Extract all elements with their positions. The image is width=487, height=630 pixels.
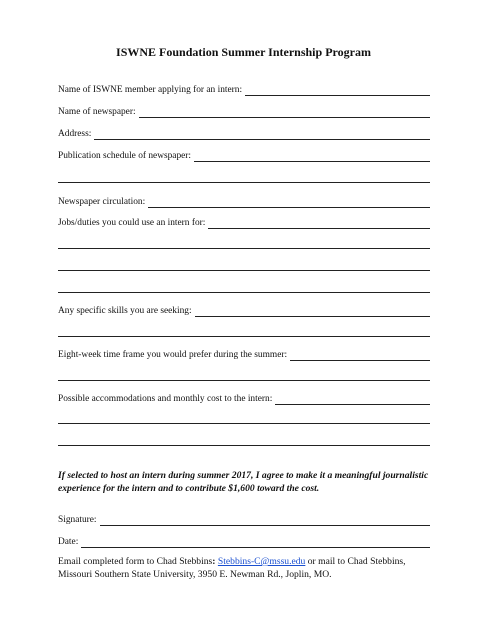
date-row [58,534,430,548]
duties-extra-line-1[interactable] [58,248,430,249]
date-field[interactable] [81,537,430,548]
accommodations-extra-line-1[interactable] [58,423,430,424]
skills-label: Any specific skills you are seeking: [58,306,192,316]
circulation-label: Newspaper circulation: [58,197,146,207]
accommodations-extra-line-2[interactable] [58,445,430,446]
footer-address: Missouri Southern State University, 3950 E. Newman Rd., Joplin, MO. [58,568,332,580]
timeframe-label: Eight-week time frame you would prefer during the summer: [58,350,288,360]
circulation-field[interactable] [148,197,430,208]
date-label: Date: [58,537,79,547]
schedule-label: Publication schedule of newspaper: [58,151,192,161]
duties-extra-line-2[interactable] [58,270,430,271]
newspaper-name-row [58,104,430,118]
newspaper-name-label: Name of newspaper: [58,107,136,117]
accommodations-label: Possible accommodations and monthly cost to the intern: [58,394,273,404]
signature-field[interactable] [100,515,430,526]
member-name-label: Name of ISWNE member applying for an intern: [58,85,243,95]
address-row [58,126,430,140]
circulation-row [58,194,430,208]
timeframe-row [58,347,430,361]
footer-prefix: Email completed form to Chad Stebbins [58,556,213,567]
signature-label: Signature: [58,515,97,525]
address-label: Address: [58,129,92,139]
member-name-field[interactable] [245,85,430,96]
member-name-row [58,82,430,96]
duties-field[interactable] [208,218,430,229]
skills-field[interactable] [195,306,430,317]
duties-extra-line-3[interactable] [58,292,430,293]
timeframe-field[interactable] [290,350,430,361]
schedule-row [58,148,430,162]
footer-instructions [58,556,438,581]
duties-label: Jobs/duties you could use an intern for: [58,218,206,228]
address-field[interactable] [94,129,430,140]
timeframe-extra-line[interactable] [58,380,430,381]
signature-row [58,512,430,526]
duties-row [58,215,430,229]
schedule-extra-line[interactable] [58,182,430,183]
accommodations-field[interactable] [275,394,430,405]
agreement-statement: If selected to host an intern during summer 2017, I agree to make it a meaningful journalistic experience for the intern and to contribute $1,600 toward the cost. [58,470,429,494]
footer-colon: : [212,556,216,567]
footer-suffix: or mail to Chad Stebbins, [305,556,406,567]
newspaper-name-field[interactable] [139,107,430,118]
form-title: ISWNE Foundation Summer Internship Program [116,45,371,59]
skills-extra-line[interactable] [58,336,430,337]
email-link[interactable]: Stebbins-C@mssu.edu [217,556,306,567]
skills-row [58,303,430,317]
accommodations-row [58,391,430,405]
schedule-field[interactable] [194,151,430,162]
